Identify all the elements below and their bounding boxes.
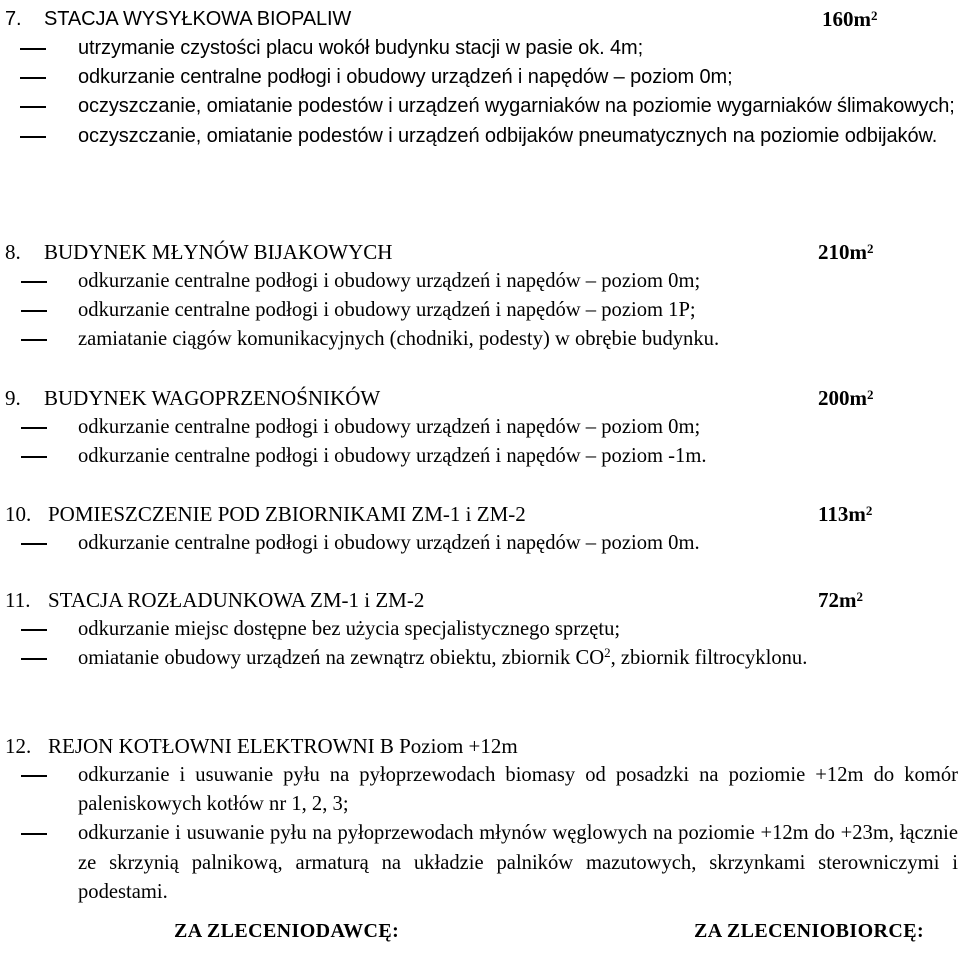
list-item: oczyszczanie, omiatanie podestów i urządzeń wygarniaków na poziomie wygarniaków ślimakowych;: [5, 92, 958, 121]
list-item: odkurzanie centralne podłogi i obudowy urządzeń i napędów – poziom 1P;: [5, 296, 955, 325]
list-item: odkurzanie centralne podłogi i obudowy urządzeń i napędów – poziom -1m.: [5, 442, 955, 471]
dash-bullet: [20, 136, 46, 138]
dash-bullet: [20, 48, 46, 50]
section-12: [5, 731, 958, 907]
section-area: $113m^2$: [818, 502, 873, 526]
section-8: [5, 237, 955, 355]
section-title: REJON KOTŁOWNI ELEKTROWNI B Poziom +12m: [48, 734, 518, 758]
section-number: 9.: [5, 386, 21, 410]
section-number: 12.: [5, 734, 32, 758]
section-9: [5, 383, 955, 471]
section-number: 8.: [5, 240, 21, 264]
list-item: odkurzanie i usuwanie pyłu na pyłoprzewodach młynów węglowych na poziomie +12m do +23m, łącznie ze skrzynią palnikową, armaturą na układzie palników mazutowych, skrzynkami sterowniczymi i podestami.: [5, 819, 955, 907]
section-number: 7.: [5, 8, 22, 30]
list-item: zamiatanie ciągów komunikacyjnych (chodniki, podesty) w obrębie budynku.: [5, 325, 955, 354]
dash-bullet: [20, 106, 46, 108]
section-area: $72m^2$: [818, 588, 863, 612]
dash-bullet: [21, 456, 47, 458]
section-heading: [5, 585, 955, 615]
list-item: oczyszczanie, omiatanie podestów i urządzeń odbijaków pneumatycznych na poziomie odbijaków.: [5, 122, 958, 151]
section-number: 11.: [5, 588, 31, 612]
section-10: [5, 499, 955, 558]
list-item: odkurzanie miejsc dostępne bez użycia specjalistycznego sprzętu;: [5, 615, 955, 644]
section-heading: [5, 731, 955, 761]
dash-bullet: [21, 281, 47, 283]
list-item: odkurzanie centralne podłogi i obudowy urządzeń i napędów – poziom 0m;: [5, 63, 955, 92]
section-heading: [5, 4, 955, 34]
list-item: odkurzanie centralne podłogi i obudowy urządzeń i napędów – poziom 0m.: [5, 529, 955, 558]
list-item: odkurzanie centralne podłogi i obudowy urządzeń i napędów – poziom 0m;: [5, 413, 955, 442]
dash-bullet: [21, 629, 47, 631]
section-title: STACJA WYSYŁKOWA BIOPALIW: [44, 8, 352, 30]
section-11: [5, 585, 955, 674]
section-title: BUDYNEK WAGOPRZENOŚNIKÓW: [44, 386, 381, 410]
dash-bullet: [21, 833, 47, 835]
section-area: $210m^2$: [818, 240, 874, 264]
list-item: odkurzanie centralne podłogi i obudowy urządzeń i napędów – poziom 0m;: [5, 267, 955, 296]
section-number: 10.: [5, 502, 32, 526]
contractor-signature-label: ZA ZLECENIOBIORCĘ:: [694, 920, 925, 942]
list-item: utrzymanie czystości placu wokół budynku stacji w pasie ok. 4m;: [5, 34, 955, 63]
section-area: $160m^2$: [822, 7, 878, 31]
dash-bullet: [21, 543, 47, 545]
dash-bullet: [21, 427, 47, 429]
client-signature-label: ZA ZLECENIODAWCĘ:: [174, 920, 400, 942]
section-title: BUDYNEK MŁYNÓW BIJAKOWYCH: [44, 240, 393, 264]
dash-bullet: [21, 339, 47, 341]
section-area: $200m^2$: [818, 386, 874, 410]
section-title: STACJA ROZŁADUNKOWA ZM-1 i ZM-2: [48, 588, 425, 612]
dash-bullet: [21, 310, 47, 312]
section-heading: [5, 383, 955, 413]
list-item: omiatanie obudowy urządzeń na zewnątrz obiektu, zbiornik $CO^2$, zbiornik filtrocyklonu.: [5, 644, 955, 674]
section-7: [5, 4, 955, 151]
section-heading: [5, 499, 955, 529]
dash-bullet: [21, 658, 47, 660]
list-item: odkurzanie i usuwanie pyłu na pyłoprzewodach biomasy od posadzki na poziomie +12m do komór paleniskowych kotłów nr 1, 2, 3;: [5, 761, 955, 819]
section-title: POMIESZCZENIE POD ZBIORNIKAMI ZM-1 i ZM-2: [48, 502, 526, 526]
dash-bullet: [21, 775, 47, 777]
section-heading: [5, 237, 955, 267]
dash-bullet: [20, 77, 46, 79]
signature-footer: [0, 920, 960, 956]
